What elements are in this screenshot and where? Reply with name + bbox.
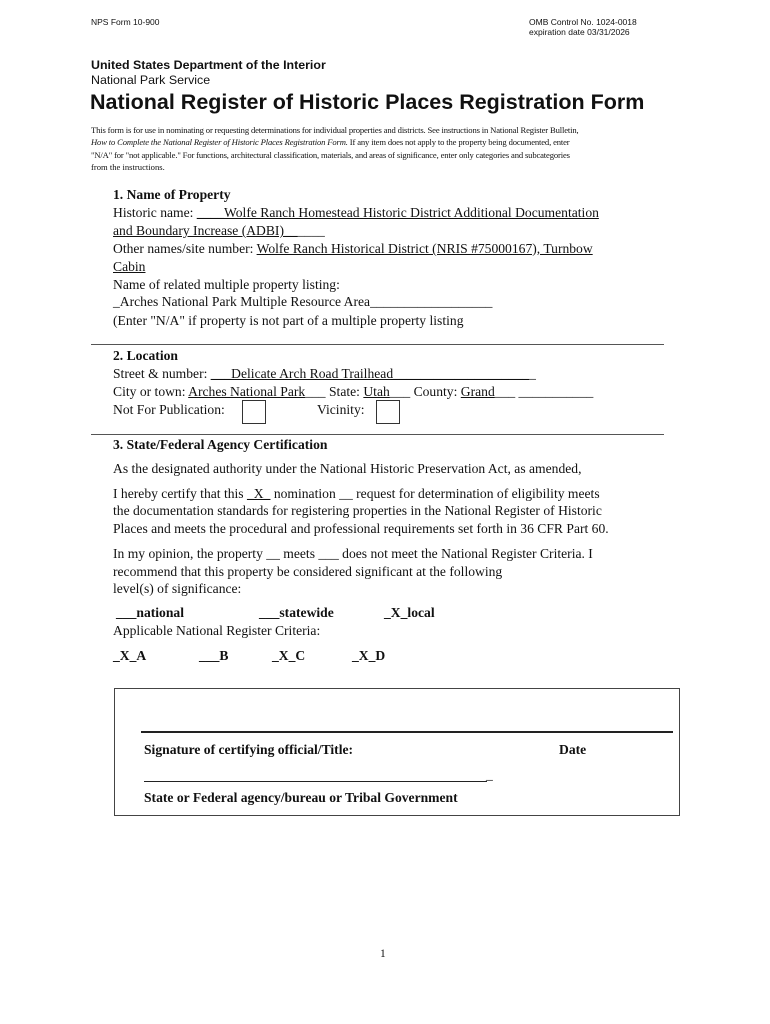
- signature-label: Signature of certifying official/Title:: [144, 742, 354, 757]
- vicinity-label: Vicinity:: [317, 402, 365, 417]
- instructions-line-4: from the instructions.: [91, 161, 165, 172]
- certify-text-b: nomination __ request for determination of eligibility meets: [270, 486, 600, 501]
- section-divider: [91, 434, 664, 435]
- other-names-value[interactable]: Wolfe Ranch Historical District (NRIS #75000167), Turnbow: [256, 241, 593, 256]
- other-names-row: [113, 240, 593, 258]
- date-label: Date: [559, 742, 587, 757]
- county-label: ___ County:: [389, 384, 461, 399]
- street-tail: _: [529, 366, 536, 381]
- level-local[interactable]: _X_local: [384, 605, 435, 620]
- authority-statement: As the designated authority under the National Historic Preservation Act, as amended,: [113, 461, 582, 476]
- certify-text-a: I hereby certify that this: [113, 486, 247, 501]
- expiration-date: expiration date 03/31/2026: [529, 27, 630, 37]
- bulletin-title: How to Complete the National Register of Historic Places Registration Form.: [91, 137, 348, 148]
- omb-control-number: OMB Control No. 1024-0018: [529, 17, 637, 27]
- other-names-value-2[interactable]: Cabin: [113, 259, 146, 274]
- instructions-line-2: [91, 136, 686, 148]
- historic-name-value-2[interactable]: and Boundary Increase (ADBI)__: [113, 223, 298, 238]
- form-instructions: [91, 124, 686, 173]
- signature-line[interactable]: [141, 731, 673, 733]
- related-listing-label: Name of related multiple property listing:: [113, 277, 340, 292]
- department-name: United States Department of the Interior: [91, 58, 326, 72]
- other-names-row-2: [113, 258, 145, 276]
- level-statewide[interactable]: ___statewide: [259, 605, 334, 620]
- state-label: ___ State:: [305, 384, 364, 399]
- city-label: City or town:: [113, 384, 189, 399]
- certify-line-2: the documentation standards for registering properties in the National Register of Historic: [113, 503, 602, 518]
- criteria-d[interactable]: _X_D: [352, 648, 386, 663]
- section-1-heading: 1. Name of Property: [113, 187, 231, 202]
- form-number: NPS Form 10-900: [91, 17, 160, 27]
- certify-line-1: [113, 485, 600, 503]
- not-for-publication-label: Not For Publication:: [113, 402, 225, 417]
- not-for-publication-checkbox[interactable]: [242, 400, 266, 424]
- historic-name-tail: ____: [297, 223, 325, 238]
- historic-name-row: [113, 204, 599, 222]
- service-name: National Park Service: [91, 73, 211, 87]
- opinion-line-3: level(s) of significance:: [113, 581, 242, 596]
- page-number: 1: [380, 948, 386, 960]
- street-row: [113, 365, 536, 383]
- county-value[interactable]: Grand: [460, 384, 495, 399]
- other-names-label: Other names/site number:: [113, 241, 257, 256]
- street-value[interactable]: ___Delicate Arch Road Trailhead____________________: [210, 366, 530, 381]
- agency-line-tail: _: [486, 767, 493, 782]
- city-row: [113, 383, 593, 401]
- agency-label: State or Federal agency/bureau or Tribal Government: [144, 790, 458, 805]
- instructions-line-2-rest: If any item does not apply to the property being documented, enter: [347, 137, 570, 148]
- opinion-line-1: In my opinion, the property __ meets ___ does not meet the National Register Criteria. I: [113, 546, 593, 561]
- county-tail: ___ ___________: [494, 384, 594, 399]
- certify-line-3: Places and meets the procedural and professional requirements set forth in 36 CFR Part 60.: [113, 521, 609, 536]
- nomination-mark[interactable]: _X_: [247, 486, 271, 501]
- instructions-line-3: "N/A" for "not applicable." For functions, architectural classification, materials, and areas of significance, enter only categories and subcategories: [91, 149, 570, 160]
- page-title: National Register of Historic Places Registration Form: [90, 90, 645, 114]
- historic-name-row-2: [113, 222, 325, 240]
- section-2-heading: 2. Location: [113, 348, 178, 363]
- historic-name-value[interactable]: ____Wolfe Ranch Homestead Historic District Additional Documentation: [196, 205, 599, 220]
- related-listing-note: (Enter "N/A" if property is not part of a multiple property listing: [113, 313, 464, 328]
- vicinity-checkbox[interactable]: [376, 400, 400, 424]
- city-value[interactable]: Arches National Park: [188, 384, 306, 399]
- street-label: Street & number:: [113, 366, 211, 381]
- criteria-a[interactable]: _X_A: [113, 648, 147, 663]
- section-divider: [91, 344, 664, 345]
- section-3-heading: 3. State/Federal Agency Certification: [113, 437, 328, 452]
- opinion-line-2: recommend that this property be considered significant at the following: [113, 564, 503, 579]
- agency-line[interactable]: [144, 781, 487, 782]
- criteria-c[interactable]: _X_C: [272, 648, 306, 663]
- criteria-label: Applicable National Register Criteria:: [113, 623, 321, 638]
- state-value[interactable]: Utah: [363, 384, 390, 399]
- historic-name-label: Historic name:: [113, 205, 197, 220]
- instructions-line-1: This form is for use in nominating or requesting determinations for individual properties and districts. See instructions in National Register Bulletin,: [91, 125, 579, 135]
- level-national[interactable]: ___national: [116, 605, 184, 620]
- criteria-b[interactable]: ___B: [199, 648, 229, 663]
- related-listing-value[interactable]: _Arches National Park Multiple Resource Area__________________: [113, 294, 493, 309]
